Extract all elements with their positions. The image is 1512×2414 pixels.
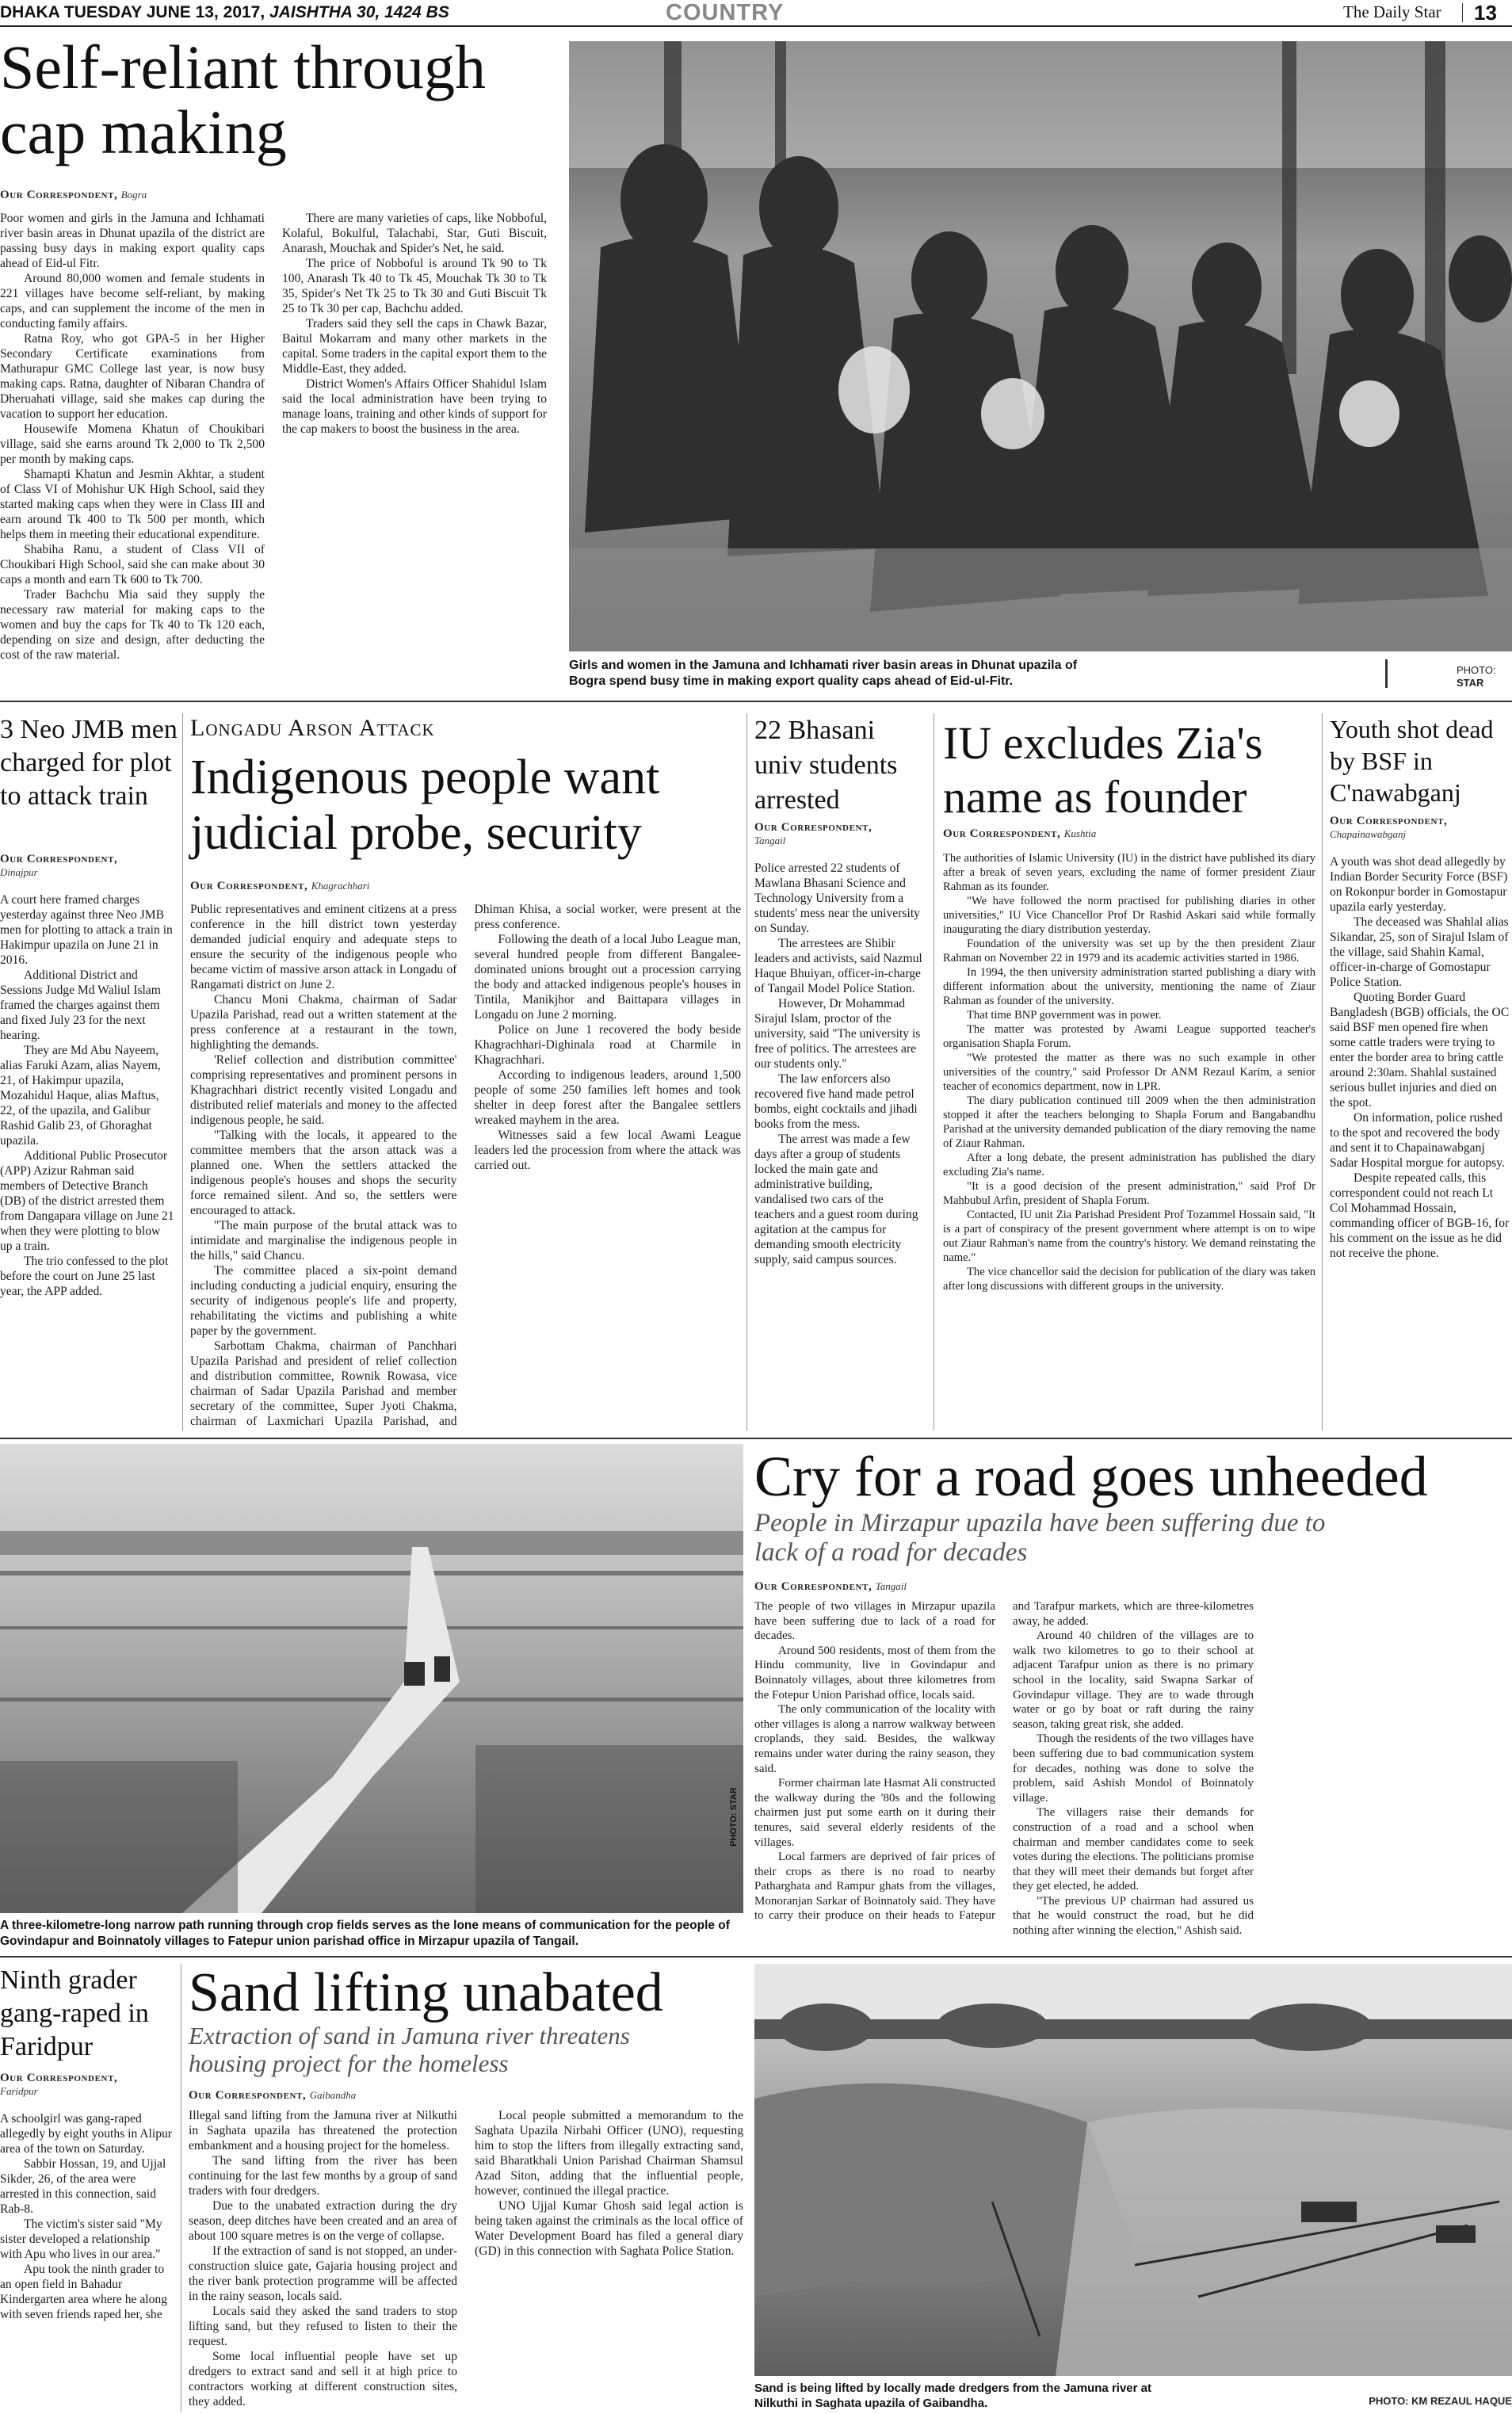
paragraph: "The previous UP chairman had assured us that he would construct the road, but he did nothing after winning the election," Ashish said. [1013, 1894, 1254, 1938]
paragraph: Shabiha Ranu, a student of Class VII of Choukibari High School, said she can make about 30 caps a month and earn Tk 600 to Tk 700. [0, 543, 265, 586]
header-divider [1462, 3, 1463, 22]
byline-location: Tangail [754, 835, 786, 846]
article-body-faridpur [0, 2111, 173, 2411]
paragraph: In 1994, the then university administration started publishing a diary with different information about the university, mentioning the name of Ziaur Rahman as founder of the university. [943, 966, 1315, 1007]
article-body-arson [190, 902, 741, 1433]
paragraph: Illegal sand lifting from the Jamuna river at Nilkuthi in Saghata upazila has threatened the protection embankment and a housing project for the homeless. [189, 2109, 457, 2152]
paragraph: Following the death of a local Jubo League man, several hundred people from different Bangalee-dominated unions brought out a procession carrying the body and attacked indigenous people's houses in Tintila, Manikjhor and Baittapara villages in Longadu on June 2 morning. [474, 933, 741, 1022]
paragraph: "The main purpose of the brutal attack was to intimidate and marginalise the indigenous people in the hills," said Chancu. [190, 1219, 457, 1262]
article-body-sand [189, 2086, 743, 2411]
paragraph: They are Md Abu Nayeem, alias Faruki Azam, alias Nayem, 21, of Hakimpur upazila, Mozahidul Haque, alias Maftus, 22, of the upazila, and Galibur Rashid Galib 23, of Ghoraghat upazila. [0, 1044, 161, 1148]
caption-cap-making: Girls and women in the Jamuna and Ichhamati river basin areas in Dhunat upazila of Bogra spend busy time in making export quality caps ahead of Eid-ul-Fitr. [569, 659, 1078, 688]
byline-arson [190, 880, 460, 893]
byline-location: Tangail [875, 1580, 907, 1592]
paragraph: "We have followed the norm practised for publishing diaries in other universities," IU Vice Chancellor Prof Dr Rashid Askari said while formally inaugurating the diary distribution yesterday. [943, 895, 1315, 936]
paragraph: That time BNP government was in power. [967, 1009, 1162, 1022]
paragraph: The committee placed a six-point demand including conducting a judicial enquiry, ensuring the security of indigenous people's life and property, rehabilitating the victims and publishing a white paper by the government. [190, 1264, 457, 1338]
headline-arson: Indigenous people want judicial probe, security [190, 751, 660, 860]
paragraph: The deceased was Shahlal alias Sikandar, 25, son of Sirajul Islam of the village, said Shahin Kamal, officer-in-charge of Gomostapur Police Station. [1330, 915, 1509, 989]
paragraph: Police arrested 22 students of Mawlana Bhasani Science and Technology University from a students' mess near the university on Sunday. [754, 861, 920, 935]
paragraph: If the extraction of sand is not stopped, an under-construction sluice gate, Gajaria housing project and the river bank protection programme will be affected in the rainy season, locals said. [189, 2244, 457, 2303]
paragraph: Around 40 children of the villages are to walk two kilometres to go to their school at adjacent Tarafpur union as there is no primary school in the locality, said Swapna Sarkar of Govindapur village. They are to wade through water or go by boat or raft during the rainy season, taking great risk, she added. [1013, 1629, 1254, 1731]
byline-bhasani [754, 821, 929, 848]
paragraph: Foundation of the university was set up by the then president Ziaur Rahman on November 22 in 1979 and its academic activities started in 1986. [943, 938, 1315, 964]
byline-text: Our Correspondent, [754, 1580, 872, 1593]
article-body-cap-making [0, 211, 547, 686]
paragraph: The arrest was made a few days after a group of students locked the main gate and administrative building, vandalised two cars of the teachers and a guest room during agitation at the campus for demanding smooth electricity supply, said campus sources. [754, 1133, 918, 1266]
paragraph: The matter was protested by Awami League supported teacher's organisation Shapla Forum. [943, 1023, 1315, 1050]
section-rule [0, 1438, 1512, 1439]
paper-logo: The Daily Star [1343, 2, 1441, 21]
paragraph: After a long debate, the present administration has published the diary excluding Zia's name. [943, 1152, 1315, 1178]
paragraph: The authorities of Islamic University (IU) in the district have published its diary after a break of seven years, excluding the name of former president Ziaur Rahman as its founder. [943, 852, 1315, 893]
page-header [0, 0, 1512, 27]
paragraph: There are many varieties of caps, like Nobboful, Kolaful, Bokulful, Talachabi, Star, Guti Biscuit, Anarash, Mouchak and Spider's Net, he said. [282, 212, 547, 255]
article-body-bhasani [754, 861, 926, 1431]
photo-road [0, 1444, 743, 1913]
paragraph: Apu took the ninth grader to an open field in Bahadur Kindergarten area where he along with seven friends raped her, she [0, 2263, 167, 2321]
article-body-jmb [0, 892, 174, 1439]
photo-credit-cap-making [1457, 664, 1512, 689]
paragraph: Local farmers are deprived of fair prices of their crops as there is no road to nearby Patharghata and Rampur ghats from the villages, Monoranjan Sarkar of Boinnatoly said. They have to carry their produce on their heads to Fatepur and Tarafpur markets, which are three-kilometres away, he added. [754, 1600, 1254, 1923]
paragraph: The diary publication continued till 2009 when the then administration stopped it after the teachers belonging to Shapla Forum and Bangabandhu Parishad at the university demanded publication of the diary removing the name of Ziaur Rahman. [943, 1094, 1315, 1150]
paragraph: Witnesses said a few local Awami League leaders led the procession from where the attack was carried out. [474, 1129, 741, 1172]
paragraph: The sand lifting from the river has been continuing for the last few months by a group of sand traders with four dredgers. [189, 2154, 457, 2198]
byline-text: Our Correspondent, [0, 2072, 118, 2084]
paragraph: The only communication of the locality with other villages is along a narrow walkway between croplands, they said. Besides, the walkway remains under water during the rainy season, they said. [754, 1703, 995, 1775]
caption-road: A three-kilometre-long narrow path running through crop fields serves as the lone means of communication for the people of Govindapur and Boinnatoly villages to Fatepur union parishad office in Mirzapur upazila of Tangail. [0, 1919, 730, 1948]
byline-location: Kushtia [1063, 827, 1097, 839]
byline-text: Our Correspondent, [189, 2089, 307, 2102]
section-rule [0, 701, 1512, 702]
paragraph: Though the residents of the two villages have been suffering due to bad communication system for decades, nothing was done to solve the problem, said Ashish Mondol of Boinnatoly village. [1013, 1732, 1254, 1805]
paragraph: "It is a good decision of the present administration," said Prof Dr Mahbubul Arfin, president of Shapla Forum. [943, 1180, 1315, 1207]
column-divider [1322, 713, 1323, 1430]
byline-iu [943, 827, 1276, 841]
byline-location: Dinajpur [0, 866, 38, 878]
section-name: COUNTRY [666, 0, 785, 25]
byline-cap-making [0, 189, 262, 202]
dateline-date: DHAKA TUESDAY JUNE 13, 2017, [0, 3, 265, 21]
photo-credit-name: STAR [1457, 677, 1484, 689]
photo-sand-image [754, 1964, 1512, 2376]
byline-bsf [1330, 815, 1512, 842]
byline-location: Khagrachhari [311, 880, 370, 892]
article-body-iu [943, 851, 1315, 1431]
paragraph: According to indigenous leaders, around 1,500 people of some 250 families left homes and took shelter in deep forest after the Bangalee settlers wreaked mayhem in the area. [474, 1068, 741, 1127]
paragraph: On information, police rushed to the spot and recovered the body and sent it to Chapainawabganj Sadar Hospital morgue for autopsy. [1330, 1111, 1505, 1170]
paragraph: Additional Public Prosecutor (APP) Azizur Rahman said members of Detective Branch (DB) of the district arrested them from Dangapara village on June 21 when they were plotting to blow up a train. [0, 1149, 174, 1253]
paragraph: Around 500 residents, most of them from the Hindu community, live in Govindapur and Boinnatoly villages, about three kilometres from the Fotepur Union Parishad office, locals said. [754, 1644, 995, 1702]
paragraph: Quoting Border Guard Bangladesh (BGB) officials, the OC said BSF men opened fire when some cattle traders were trying to enter the border area to bring cattle around 2:30am. Shahlal sustained serious bullet injuries and died on the spot. [1330, 991, 1510, 1110]
byline-faridpur [0, 2072, 174, 2099]
paragraph: Shamapti Khatun and Jesmin Akhtar, a student of Class VI of Mohishur UK High School, said they started making caps when they were in Class III and earn around Tk 400 to Tk 500 per month, which helps them in meeting their educational expenditure. [0, 468, 265, 541]
column-divider [182, 713, 183, 1430]
paragraph: "We protested the matter as there was no such example in other universities of the country," said Professor Dr ANM Rezaul Karim, a senior teacher of economics department, now in LPR. [943, 1052, 1315, 1093]
byline-location: Faridpur [0, 2085, 38, 2097]
paragraph: The people of two villages in Mirzapur upazila have been suffering due to lack of a road for decades. [754, 1600, 995, 1643]
paragraph: Ratna Roy, who got GPA-5 in her Higher Secondary Certificate examinations from Mathurapur GMC College last year, is now busy making caps. Ratna, daughter of Nibaran Chandra of Dheruahati village, said she makes cap during the vacation to support her education. [0, 332, 265, 421]
header-rule [0, 25, 1512, 27]
byline-text: Our Correspondent, [190, 880, 308, 892]
paragraph: Public representatives and eminent citizens at a press conference in the hill district town yesterday demanded judicial enquiry and adequate steps to ensure the security of the indigenous people who became victim of massive arson attack in Longadu of Rangamati district on June 2. [190, 903, 457, 991]
paragraph: The arrestees are Shibir leaders and activists, said Nazmul Haque Bhuiyan, officer-in-charge of Tangail Model Police Station. [754, 937, 922, 995]
photo-road-image [0, 1444, 743, 1913]
paragraph: Police on June 1 recovered the body beside Khagrachhari-Dighinala road at Charmile in Khagrachhari. [474, 1023, 741, 1067]
paragraph: The villagers raise their demands for construction of a road and a school when chairman and member candidates come to seek votes during the elections. The politicians promise that they will meet their demands but forget after they get elected, he added. [1013, 1806, 1254, 1893]
headline-bhasani: 22 Bhasani univ students arrested [754, 716, 898, 815]
article-body-road [754, 1577, 1512, 1950]
paragraph: Housewife Momena Khatun of Choukibari village, said she earns around Tk 2,000 to Tk 2,500 per month by making caps. [0, 422, 265, 466]
paragraph: 'Relief collection and distribution committee' comprising representatives and prominent persons in Khagrachhari district recently visited Longadu and distributed relief materials and money to the affected indigenous people, he said. [190, 1053, 457, 1127]
paragraph: Around 80,000 women and female students in 221 villages have become self-reliant, by making caps, and can supplement the income of the men in conducting family affairs. [0, 272, 265, 330]
paragraph: Despite repeated calls, this correspondent could not reach Lt Col Mohammad Hossain, commanding officer of BGB-16, for his comment on the issue as he did not receive the phone. [1330, 1171, 1510, 1260]
paragraph: The law enforcers also recovered five hand made petrol bombs, eight cocktails and jihadi books from the mess. [754, 1072, 918, 1131]
paragraph: Sarbottam Chakma, chairman of Panchhari Upazila Parishad and president of relief collection and distribution committee, Rownik Rowasa, vice chairman of Sadar Upazila Parishad and member secretary of the committee, Super Jyoti Chakma, chairman of Laxmichari Upazila Parishad, and Dhiman Khisa, a social worker, were present at the press conference. [190, 903, 741, 1428]
byline-text: Our Correspondent, [754, 821, 872, 834]
kicker-arson: Longadu Arson Attack [190, 715, 435, 741]
headline-iu: IU excludes Zia's name as founder [943, 717, 1263, 823]
paragraph: A court here framed charges yesterday against three Neo JMB men for plotting to attack a train in Hakimpur upazila on June 21 in 2016. [0, 893, 173, 967]
byline-jmb [0, 853, 178, 880]
page-number: 13 [1474, 1, 1497, 25]
byline-text: Our Correspondent, [0, 853, 118, 865]
headline-faridpur: Ninth grader gang-raped in Faridpur [0, 1965, 149, 2061]
paragraph: Due to the unabated extraction during the dry season, deep ditches have been created and an area of about 100 square metres is on the verge of collapse. [189, 2199, 457, 2243]
dateline [0, 3, 449, 22]
photo-credit-label: PHOTO: [1457, 664, 1496, 676]
byline-text: Our Correspondent, [943, 827, 1061, 840]
paragraph: A schoolgirl was gang-raped allegedly by eight youths in Alipur area of the town on Saturday. [0, 2112, 172, 2156]
paragraph: Additional District and Sessions Judge Md Waliul Islam framed the charges against them and fixed July 23 for the next hearing. [0, 968, 161, 1042]
paragraph: Chancu Moni Chakma, chairman of Sadar Upazila Parishad, read out a written statement at the press conference at a restaurant in the town, highlighting the demands. [190, 993, 457, 1052]
headline-bsf: Youth shot dead by BSF in C'nawabganj [1330, 715, 1494, 807]
paragraph: "Talking with the locals, it appeared to the committee members that the arson attack was a planned one. When the settlers attacked the indigenous people's houses and shops the security force remained silent. And so, the settlers were encouraged to attack. [190, 1129, 457, 1217]
paragraph: District Women's Affairs Officer Shahidul Islam said the local administration have been trying to manage loans, training and other kinds of support for the cap makers to boost the business in the area. [282, 377, 547, 436]
photo-sand [754, 1964, 1512, 2376]
byline-text: Our Correspondent, [0, 189, 118, 201]
headline-road: Cry for a road goes unheeded [754, 1445, 1428, 1508]
paragraph: Contacted, IU unit Zia Parishad President Prof Tozammel Hossain said, "It is a part of conspiracy of the present government where attempt is on to wipe out Ziaur Rahman's name from the country's history. We demand reinstating the name." [943, 1209, 1315, 1264]
photo-credit-sand: PHOTO: KM REZAUL HAQUE [1369, 2395, 1512, 2407]
photo-cap-making [569, 41, 1512, 651]
paragraph: Trader Bachchu Mia said they supply the necessary raw material for making caps to the women and buy the caps for Tk 40 to Tk 120 each, depending on size and design, after deducting the cost of the raw material. [0, 588, 265, 662]
paragraph: Traders said they sell the caps in Chawk Bazar, Baitul Mokarram and many other markets in the capital. Some traders in the capital export them to the Middle-East, they added. [282, 317, 547, 376]
paragraph: Former chairman late Hasmat Ali constructed the walkway during the '80s and the following chairmen just put some earth on it during their tenures, said several elderly residents of the villages. [754, 1777, 995, 1849]
photo-credit-road: PHOTO: STAR [729, 1787, 739, 1847]
paragraph: However, Dr Mohammad Sirajul Islam, proctor of the university, said "The university is free of politics. The arrestees are our students only." [754, 997, 921, 1071]
paragraph: The price of Nobboful is around Tk 90 to Tk 100, Anarash Tk 40 to Tk 45, Mouchak Tk 30 to Tk 35, Spider's Net Tk 25 to Tk 30 and Guti Biscuit Tk 25 to Tk 30 per cap, Bachchu added. [282, 257, 547, 315]
column-divider [746, 713, 747, 1430]
paragraph: A youth was shot dead allegedly by Indian Border Security Force (BSF) on Rokonpur border in Gomostapur upazila early yesterday. [1330, 855, 1508, 914]
caption-sand: Sand is being lifted by locally made dredgers from the Jamuna river at Nilkuthi in Saghata upazila of Gaibandha. [754, 2382, 1151, 2410]
paragraph: UNO Ujjal Kumar Ghosh said legal action is being taken against the criminals as the local office of Water Development Board has filed a general diary (GD) in this connection with Saghata Police Station. [475, 2199, 743, 2258]
paragraph: The vice chancellor said the decision for publication of the diary was taken after long discussions with different groups in the university. [943, 1266, 1315, 1293]
headline-cap-making: Self-reliant through cap making [0, 32, 486, 166]
paragraph: Sabbir Hossan, 19, and Ujjal Sikder, 26, of the area were arrested in this connection, said Rab-8. [0, 2157, 166, 2216]
paragraph: Local people submitted a memorandum to the Saghata Upazila Nirbahi Officer (UNO), requesting him to stop the lifters from illegally extracting sand, said Bharatkhali Union Parishad Chairman Shamsul Azad Siton, adding that the influential people, however, continued the illegal practice. [475, 2109, 743, 2198]
byline-location: Gaibandha [309, 2089, 357, 2101]
byline-location: Chapainawabganj [1330, 828, 1407, 840]
dateline-bangla-date: JAISHTHA 30, 1424 BS [269, 3, 449, 21]
paragraph: Poor women and girls in the Jamuna and Ichhamati river basin areas in Dhunat upazila of the district are passing busy days in making export quality caps ahead of Eid-ul Fitr. [0, 212, 265, 270]
byline-text: Our Correspondent, [1330, 815, 1448, 827]
caption-divider [1385, 659, 1388, 688]
paragraph: Some local influential people have set up dredgers to extract sand and sell it at high price to contractors working at different construction sites, they added. [189, 2350, 457, 2408]
photo-cap-making-image [569, 41, 1512, 651]
paragraph: The victim's sister said "My sister developed a relationship with Apu who lives in our area." [0, 2217, 162, 2261]
headline-sand: Sand lifting unabated [189, 1962, 663, 2023]
headline-jmb: 3 Neo JMB men charged for plot to attack train [0, 715, 178, 811]
article-body-bsf [1330, 854, 1510, 1431]
byline-location: Bogra [120, 189, 147, 201]
deck-sand: Extraction of sand in Jamuna river threatens housing project for the homeless [189, 2022, 630, 2077]
section-rule [0, 1956, 1512, 1958]
paragraph: The trio confessed to the plot before the court on June 25 last year, the APP added. [0, 1255, 169, 1298]
deck-road: People in Mirzapur upazila have been suffering due to lack of a road for decades [754, 1509, 1326, 1567]
paragraph: Locals said they asked the sand traders to stop lifting sand, but they refused to listen to their the request. [189, 2305, 457, 2348]
